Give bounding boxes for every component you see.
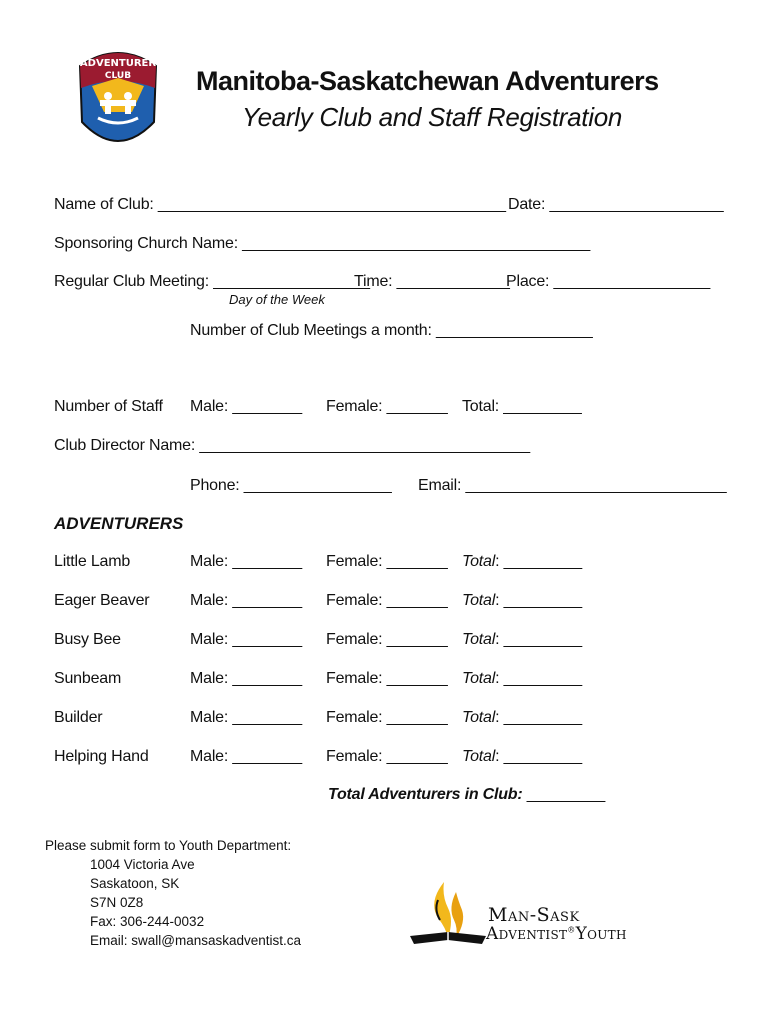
fax-line: Fax: 306-244-0032 (90, 914, 205, 929)
adventurer-total-field[interactable] (462, 670, 582, 688)
grand-total-field[interactable] (328, 786, 605, 804)
adventurer-total-field[interactable] (462, 748, 582, 766)
adventurer-total-field[interactable] (462, 553, 582, 571)
adventurer-male-field[interactable]: Male: ________ (190, 592, 302, 609)
adventurer-female-field[interactable]: Female: _______ (326, 553, 448, 570)
email-line[interactable]: Email: swall@mansaskadventist.ca (90, 933, 302, 948)
date-field[interactable]: Date: ____________________ (508, 196, 724, 213)
adventurer-total-blank: : _________ (495, 631, 582, 648)
adventurer-total-label: Total (462, 553, 496, 570)
adventist-youth-logo (408, 880, 648, 950)
flame-bible-icon (408, 880, 488, 950)
org-name-adventist: Adventist (486, 924, 568, 944)
adventurer-class-label: Eager Beaver (54, 592, 150, 609)
adventurer-total-field[interactable] (462, 592, 582, 610)
club-director-field[interactable]: Club Director Name: ______________________________________ (54, 437, 530, 454)
adventurer-male-field[interactable]: Male: ________ (190, 709, 302, 726)
grand-total-label: Total Adventurers in Club: (328, 786, 523, 803)
adventurer-male-field[interactable]: Male: ________ (190, 553, 302, 570)
page-title: Manitoba-Saskatchewan Adventurers (196, 66, 659, 96)
grand-total-blank: _________ (522, 786, 606, 803)
adventurer-total-field[interactable] (462, 709, 582, 727)
staff-total-field[interactable]: Total: _________ (462, 398, 582, 415)
adventurer-total-blank: : _________ (495, 748, 582, 765)
address-block (90, 855, 301, 950)
submit-instructions: Please submit form to Youth Department: (45, 838, 292, 853)
adventurer-female-field[interactable]: Female: _______ (326, 670, 448, 687)
address-line: S7N 0Z8 (90, 895, 144, 910)
time-field[interactable]: Time: _____________ (354, 273, 510, 290)
club-name-field[interactable]: Name of Club: ________________________________________ (54, 196, 506, 213)
adventurer-class-label: Little Lamb (54, 553, 131, 570)
adventurer-female-field[interactable]: Female: _______ (326, 592, 448, 609)
adventurer-class-label: Builder (54, 709, 103, 726)
phone-field[interactable]: Phone: _________________ (190, 477, 392, 494)
adventurer-total-field[interactable] (462, 631, 582, 649)
email-field[interactable]: Email: ______________________________ (418, 477, 727, 494)
adventurer-total-label: Total (462, 748, 496, 765)
adventurer-female-field[interactable]: Female: _______ (326, 631, 448, 648)
registered-mark: ® (567, 925, 576, 935)
place-field[interactable]: Place: __________________ (506, 273, 711, 290)
staff-male-field[interactable]: Male: ________ (190, 398, 302, 415)
adventurer-total-label: Total (462, 709, 496, 726)
address-line: 1004 Victoria Ave (90, 857, 195, 872)
adventurer-female-field[interactable]: Female: _______ (326, 748, 448, 765)
adventurer-total-label: Total (462, 670, 496, 687)
adventurer-female-field[interactable]: Female: _______ (326, 709, 448, 726)
day-of-week-hint: Day of the Week (229, 292, 325, 307)
adventurer-total-blank: : _________ (495, 592, 582, 609)
adventurer-male-field[interactable]: Male: ________ (190, 748, 302, 765)
org-name-youth: Youth (575, 924, 627, 944)
page-subtitle: Yearly Club and Staff Registration (242, 102, 623, 132)
adventurer-club-logo (72, 44, 164, 158)
adventurer-total-blank: : _________ (495, 553, 582, 570)
logo-text-bottom: CLUB (104, 71, 132, 81)
org-name-line1: Man-Sask (488, 904, 580, 926)
adventurer-total-blank: : _________ (495, 670, 582, 687)
adventurer-class-label: Sunbeam (54, 670, 122, 687)
org-name-line2 (486, 924, 627, 944)
adventurer-total-label: Total (462, 631, 496, 648)
adventurers-heading: ADVENTURERS (54, 514, 184, 533)
logo-text-top: ADVENTURER (79, 58, 157, 69)
staff-female-field[interactable]: Female: _______ (326, 398, 448, 415)
adventurer-male-field[interactable]: Male: ________ (190, 670, 302, 687)
regular-meeting-field[interactable]: Regular Club Meeting: __________________ (54, 273, 370, 290)
adventurer-class-label: Helping Hand (54, 748, 149, 765)
adventurer-total-blank: : _________ (495, 709, 582, 726)
adventurer-total-label: Total (462, 592, 496, 609)
sponsoring-church-field[interactable]: Sponsoring Church Name: ________________________________________ (54, 235, 591, 252)
meetings-per-month-field[interactable]: Number of Club Meetings a month: __________________ (190, 322, 593, 339)
adventurer-male-field[interactable]: Male: ________ (190, 631, 302, 648)
adventurer-class-label: Busy Bee (54, 631, 121, 648)
address-line: Saskatoon, SK (90, 876, 180, 891)
staff-label: Number of Staff (54, 398, 163, 415)
